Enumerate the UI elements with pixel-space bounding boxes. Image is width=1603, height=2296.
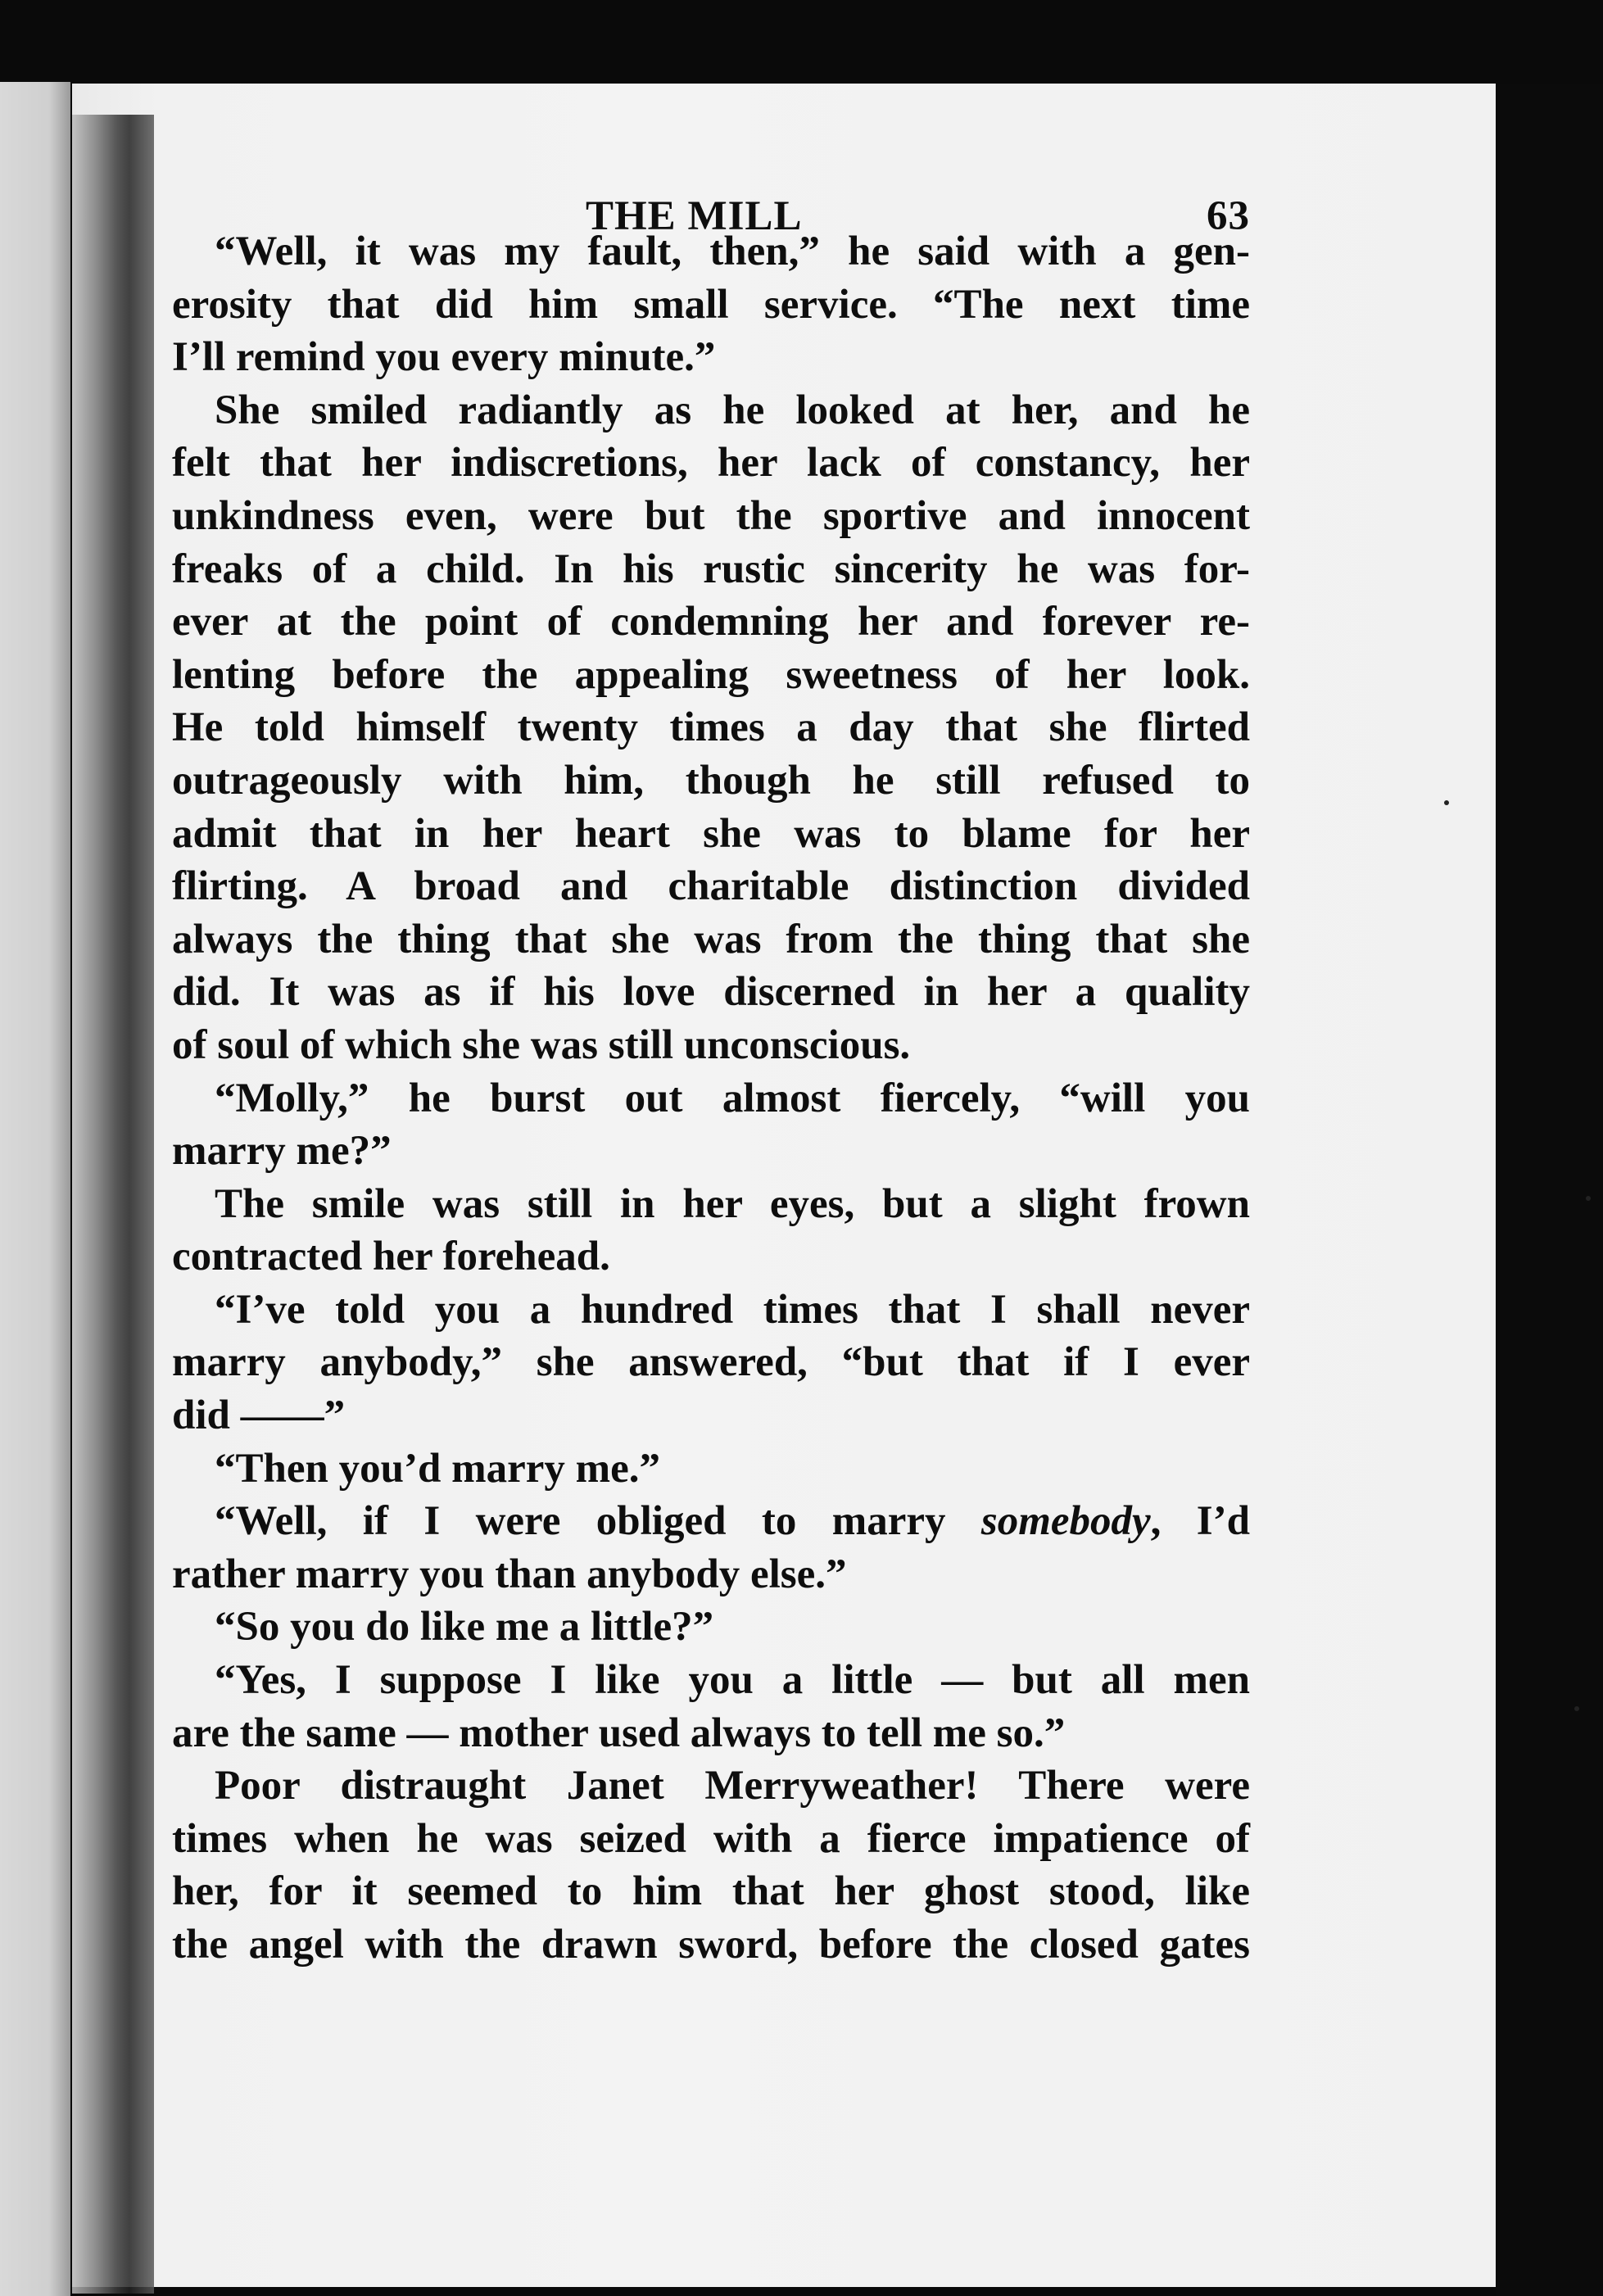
text-line: did. It was as if his love discerned in her a quality <box>172 969 1250 1016</box>
text-line: the angel with the drawn sword, before the closed gates <box>172 1922 1250 1968</box>
text-line: She smiled radiantly as he looked at her, and he <box>215 387 1250 433</box>
text-line: marry me?” <box>172 1128 392 1175</box>
text-line: outrageously with him, though he still refused to <box>172 757 1250 804</box>
text-line: admit that in her heart she was to blame for her <box>172 810 1250 857</box>
text-line: ever at the point of condemning her and forever re- <box>172 599 1250 645</box>
text-line: “I’ve told you a hundred times that I shall never <box>215 1286 1250 1333</box>
running-head-title: THE MILL <box>586 193 803 239</box>
speck <box>1586 1196 1591 1201</box>
text-line: “Molly,” he burst out almost fiercely, “will you <box>215 1075 1250 1121</box>
speck <box>1444 800 1449 805</box>
text-line: “So you do like me a little?” <box>215 1604 714 1651</box>
text-line: contracted her forehead. <box>172 1234 610 1280</box>
text-line: Poor distraught Janet Merryweather! There were <box>215 1763 1250 1809</box>
text-line: marry anybody,” she answered, “but that if I ever <box>172 1339 1250 1386</box>
page-number: 63 <box>1207 193 1250 239</box>
text-line: did ——” <box>172 1393 346 1439</box>
text-line: “Well, if I were obliged to marry somebody, I’d <box>215 1498 1251 1545</box>
text-line: erosity that did him small service. “The next time <box>172 281 1250 328</box>
text-line: flirting. A broad and charitable distinction divided <box>172 863 1250 910</box>
page-text <box>172 190 1250 1972</box>
text-line: “Well, it was my fault, then,” he said with a gen- <box>215 229 1250 274</box>
text-line: are the same — mother used always to tell me so.” <box>172 1710 1066 1756</box>
right-scan-border <box>1496 84 1603 2296</box>
speck <box>1574 1706 1579 1711</box>
running-head <box>172 190 1250 272</box>
text-line: rather marry you than anybody else.” <box>172 1551 847 1597</box>
text-line: unkindness even, were but the sportive and innocent <box>172 492 1250 539</box>
text-line: lenting before the appealing sweetness of her look. <box>172 651 1250 698</box>
page-gutter-shadow <box>72 115 154 2294</box>
text-line: He told himself twenty times a day that she flirted <box>172 704 1250 751</box>
text-line: always the thing that she was from the thing that she <box>172 916 1250 962</box>
facing-page-edge <box>0 82 70 2296</box>
text-line: freaks of a child. In his rustic sincerity he was for- <box>172 546 1250 592</box>
text-line: “Yes, I suppose I like you a little — but all men <box>215 1657 1250 1704</box>
text-line: of soul of which she was still unconscious. <box>172 1021 911 1068</box>
text-line: felt that her indiscretions, her lack of constancy, her <box>172 440 1250 487</box>
body-text <box>172 225 1250 1972</box>
text-line: “Then you’d marry me.” <box>215 1445 660 1492</box>
text-line: The smile was still in her eyes, but a slight frown <box>215 1180 1250 1227</box>
text-line: times when he was seized with a fierce impatience of <box>172 1815 1250 1862</box>
text-line: her, for it seemed to him that her ghost stood, like <box>172 1868 1250 1915</box>
text-line: I’ll remind you every minute.” <box>172 334 716 381</box>
